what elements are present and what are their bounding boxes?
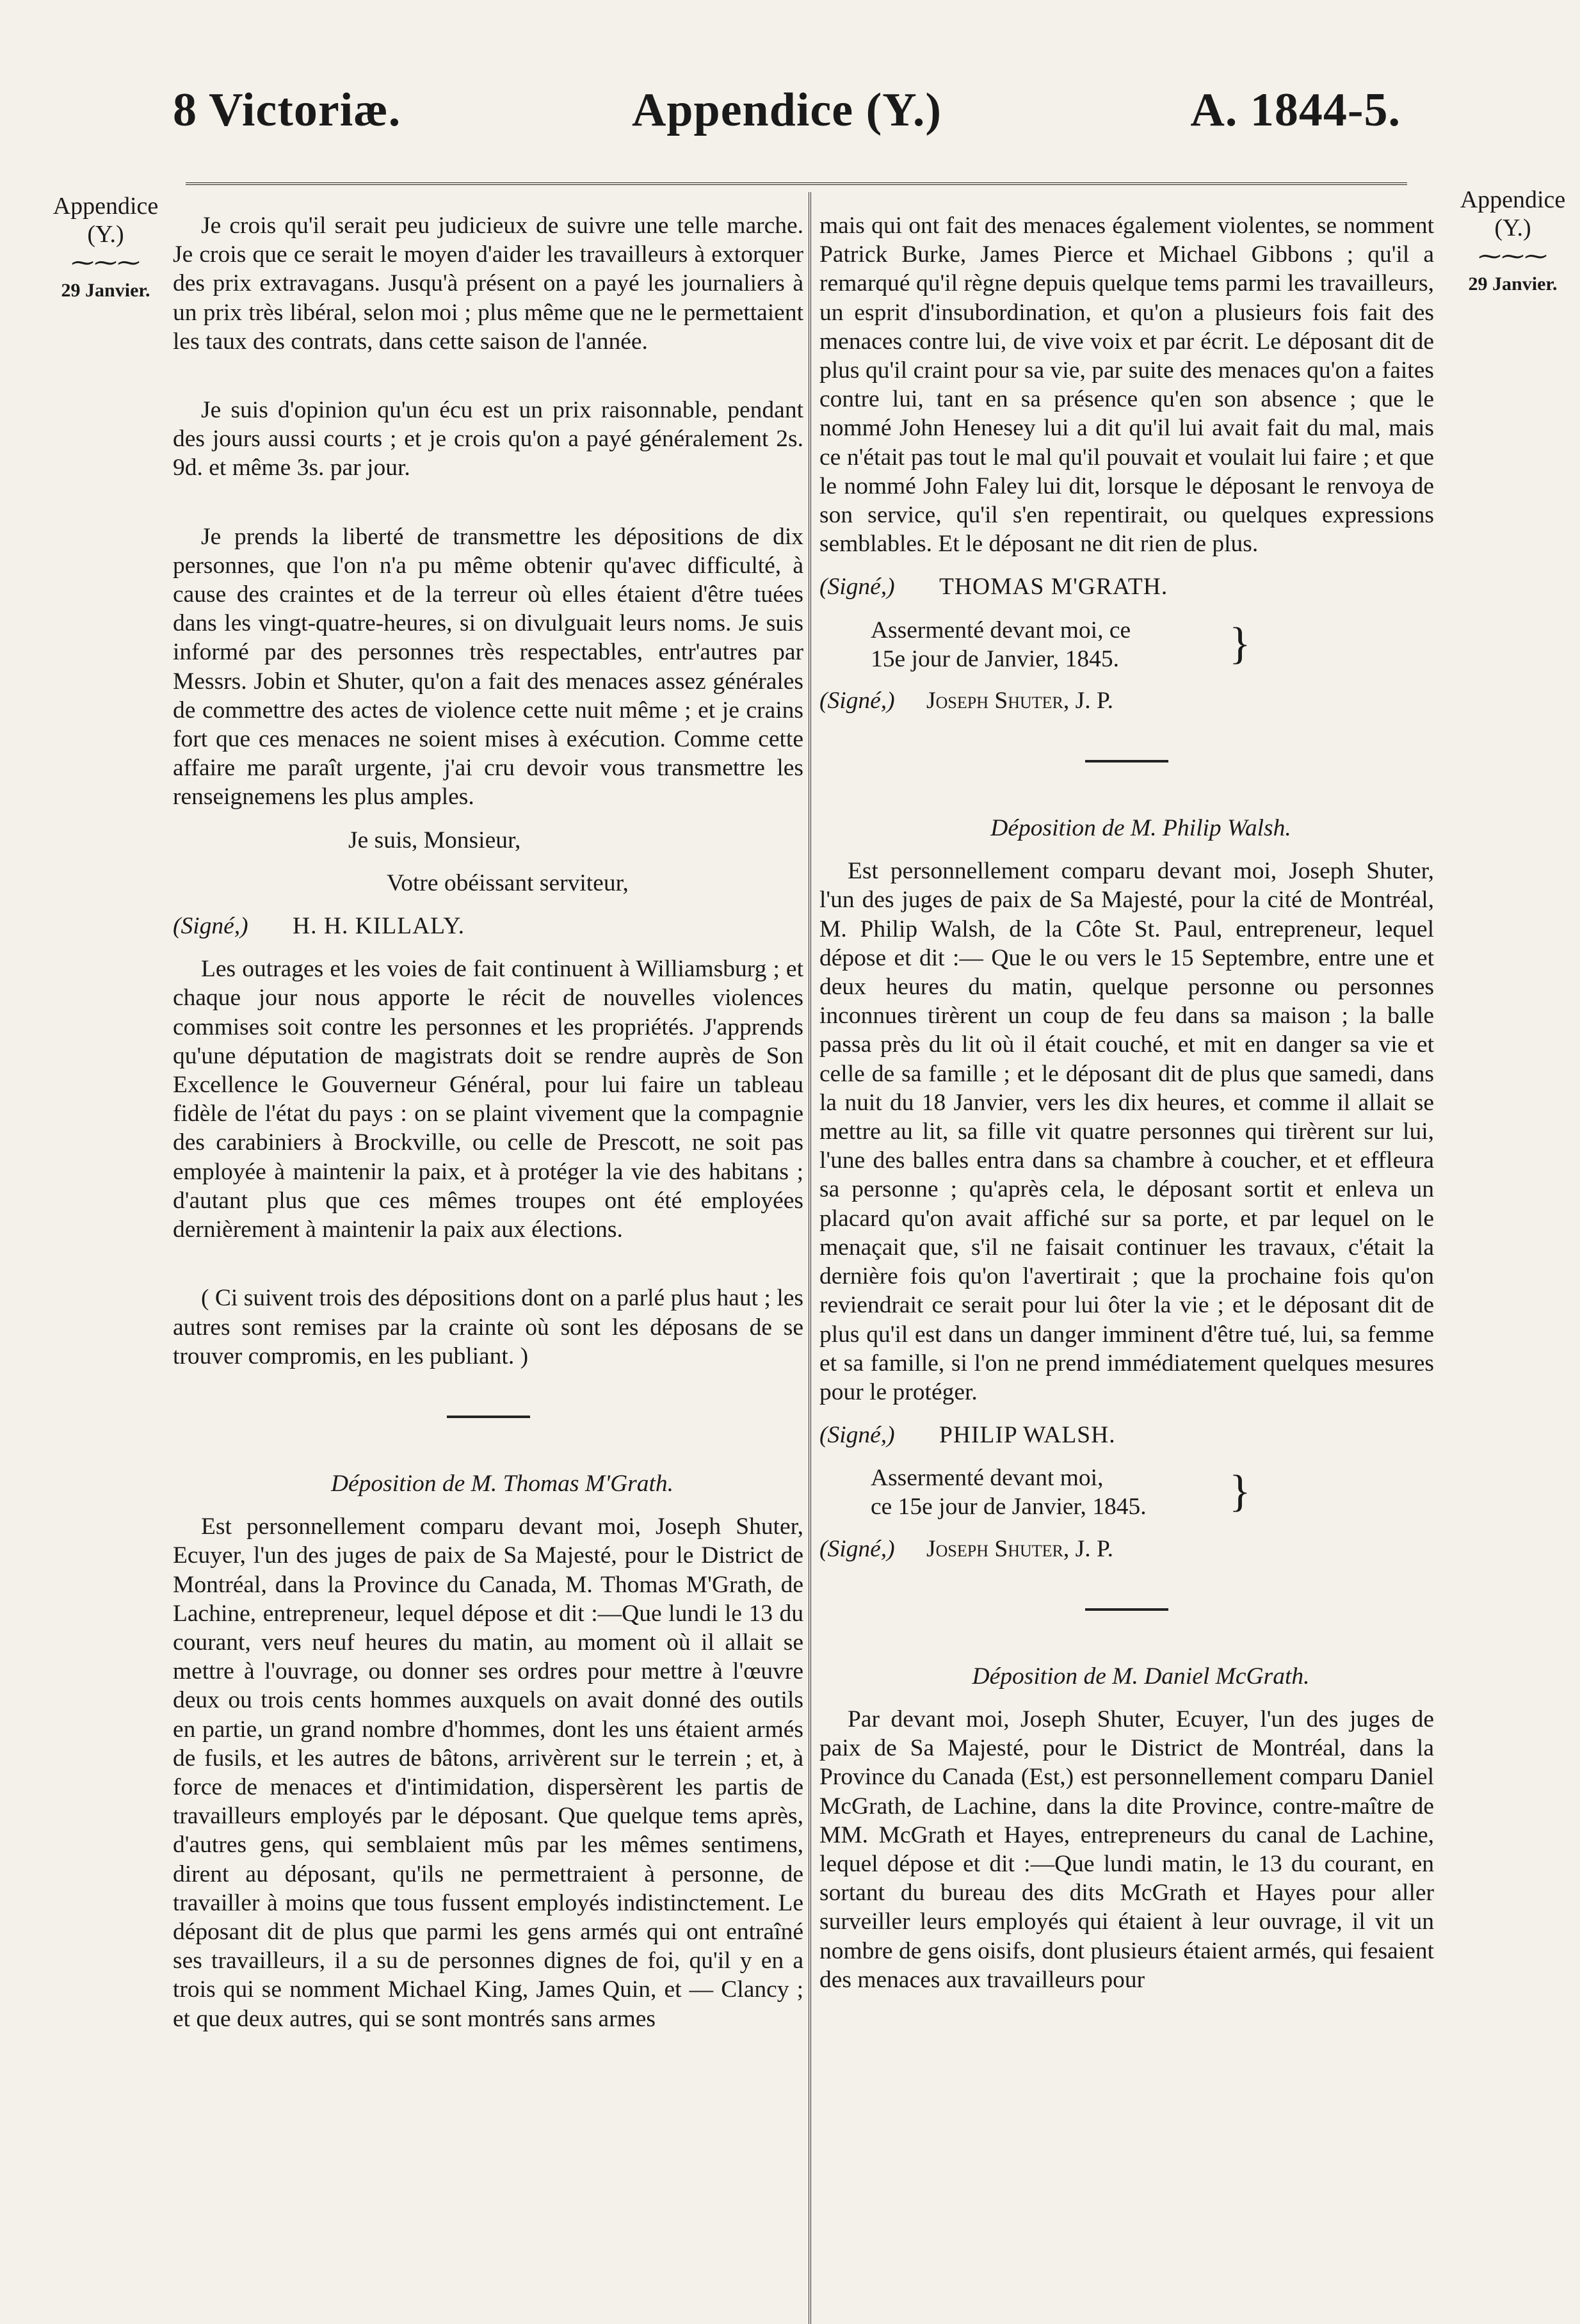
margin-note-appendix: Appendice <box>1460 186 1566 213</box>
signature-line <box>819 686 1434 715</box>
margin-note-letter: (Y.) <box>1494 214 1531 241</box>
sworn-line: 15e jour de Janvier, 1845. <box>871 645 1119 672</box>
paragraph: Je prends la liberté de transmettre les dépositions de dix personnes, que l'on n'a pu même obtenir qu'avec difficulté, à cause des craintes et de la terreur où elles étaient d'être tuées dans les vingt-quatre-heures, si on divulguait leurs noms. Je suis informé par des personnes très respectables, entr'autres par Messrs. Jobin et Shuter, qu'on a fait des menaces assez générales de commettre des actes de violence cette nuit même ; et je crains fort que ces menaces ne soient mises à exécution. Comme cette affaire me paraît urgente, j'ai cru devoir vous transmettre les renseignemens les plus amples. <box>173 523 803 811</box>
signature-name: THOMAS M'GRATH. <box>939 574 1168 601</box>
header-rule <box>186 182 1407 185</box>
header-appendix: Appendice (Y.) <box>631 84 942 136</box>
paragraph: Je crois qu'il serait peu judicieux de suivre une telle marche. Je crois que ce serait le moyen d'aider les travailleurs à extorquer des prix extravagans. Jusqu'à présent on a payé les journaliers à un prix très libéral, selon moi ; plus même que ne le permettaient les taux des contrats, dans cette saison de l'année. <box>173 213 803 355</box>
section-separator <box>1085 760 1168 763</box>
paragraph: Est personnellement comparu devant moi, Joseph Shuter, l'un des juges de paix de Sa Majesté, pour la cité de Montréal, M. Philip Walsh, de la Côte St. Paul, entrepreneur, lequel dépose et dit :— Que le ou vers le 15 Septembre, entre une et deux heures du matin, quelque personne ou personnes inconnues tirèrent un coup de feu dans sa maison ; la balle passa près du lit où il était couché, et mit en danger sa vie et celle de sa famille ; et le déposant dit de plus que samedi, dans la nuit du 18 Janvier, vers les dix heures, et comme il allait se mettre au lit, sa fille vit quatre personnes qui tirèrent sur lui, l'une des balles entra dans sa chambre à coucher, et et effleura sa personne ; qu'après cela, le déposant sortit et enleva un placard qu'on avait affiché sur sa porte, et par lequel on le menaçait que, s'il ne faisait continuer les travaux, c'était la dernière fois qu'on l'avertirait ; que la prochaine fois qu'on reviendrait ce serait pour lui ôter la vie ; et le déposant dit de plus qu'il est dans un danger imminent d'être tué, lui, sa femme et sa famille, si l'on ne prend immédiatement quelques mesures pour le protéger. <box>819 858 1434 1405</box>
margin-note-date: 29 Janvier. <box>61 280 150 301</box>
sworn-statement <box>871 1464 1434 1521</box>
left-column <box>173 211 803 2311</box>
column-divider <box>809 192 811 2324</box>
signature-line <box>819 572 1434 601</box>
signature-name: H. H. KILLALY. <box>293 913 465 940</box>
signature-label: (Signé,) <box>819 574 895 601</box>
paragraph: Les outrages et les voies de fait continuent à Williamsburg ; et chaque jour nous apporte le récit de nouvelles violences commises soit contre les personnes et les propriétés. J'apprends qu'une députation de magistrats doit se rendre auprès de Son Excellence le Gouverneur Général, pour lui faire un tableau fidèle de l'état du pays : on se plaint vivement que la compagnie des carabiniers à Brockville, ou celle de Prescott, ne soit pas employée à maintenir la paix, et à protéger la vie des habitans ; d'autant plus que ces mêmes troupes ont été employées dernièrement à maintenir la paix aux élections. <box>173 956 803 1243</box>
deposition-title: Déposition de M. Philip Walsh. <box>990 815 1291 842</box>
sworn-line: Assermenté devant moi, ce <box>871 617 1131 643</box>
section-separator <box>447 1416 530 1418</box>
sworn-line: ce 15e jour de Janvier, 1845. <box>871 1494 1147 1521</box>
signature-label: (Signé,) <box>819 1535 895 1562</box>
signature-name: PHILIP WALSH. <box>939 1422 1116 1449</box>
margin-note-appendix: Appendice <box>52 193 159 220</box>
margin-note-left <box>38 192 173 305</box>
closing-salutation: Je suis, Monsieur, <box>348 827 521 853</box>
paragraph: Par devant moi, Joseph Shuter, Ecuyer, l'un des juges de paix de Sa Majesté, pour le District de Montréal, dans la Province du Canada (Est,) est personnellement comparu Daniel McGrath, de Lachine, dans la dite Province, contre-maître de MM. McGrath et Hayes, entrepreneurs du canal de Lachine, lequel dépose et dit :—Que lundi matin, le 13 du courant, en sortant du bureau des dits McGrath et Hayes pour aller surveiller leurs employés qui étaient à leur ouvrage, il vit un nombre de gens oisifs, dont plusieurs étaient armés, qui fesaient des menaces aux travailleurs pour <box>819 1706 1434 1993</box>
signature-label: (Signé,) <box>173 913 248 940</box>
signature-line <box>819 1421 1434 1449</box>
flourish-icon: ⁓⁓⁓ <box>1478 243 1547 269</box>
paragraph: Est personnellement comparu devant moi, Joseph Shuter, Ecuyer, l'un des juges de paix de Sa Majesté, pour le District de Montréal, dans la Province du Canada, M. Thomas M'Grath, de Lachine, entrepreneur, lequel dépose et dit :—Que lundi le 13 du courant, vers neuf heures du matin, au moment où il allait se mettre à l'ouvrage, ou donner ses ordres pour mettre à l'œuvre deux ou trois cents hommes auxquels on avait donné des outils en partie, un grand nombre d'hommes, dont les uns étaient armés de fusils, et les autres de bâtons, arrivèrent sur le terrein ; et, à force de menaces et d'intimidation, dispersèrent les partis de travailleurs employés par le déposant. Que quelque tems après, d'autres gens, qui semblaient mûs par les mêmes sentimens, dirent au déposant, qu'ils ne permettraient à personne, de travailler à moins que tous fussent employés indistinctement. Le déposant dit de plus que parmi les gens armés qui ont entraîné ses travailleurs, il a su de personnes dignes de foi, qu'il y en a trois qui se nomment Michael King, James Quin, et — Clancy ; et que deux autres, qui se sont montrés sans armes <box>173 1513 803 2032</box>
section-separator <box>1085 1608 1168 1611</box>
brace-icon: } <box>1229 618 1251 668</box>
deposition-title: Déposition de M. Thomas M'Grath. <box>330 1470 674 1497</box>
sworn-statement <box>871 616 1434 674</box>
deposition-title: Déposition de M. Daniel McGrath. <box>972 1663 1310 1690</box>
paragraph: Je suis d'opinion qu'un écu est un prix raisonnable, pendant des jours aussi courts ; et je crois qu'on a payé généralement 2s. 9d. et même 3s. par jour. <box>173 397 803 481</box>
margin-note-right <box>1452 186 1574 298</box>
signature-line <box>173 912 803 940</box>
paragraph: mais qui ont fait des menaces également violentes, se nomment Patrick Burke, James Pierce et Michael Gibbons ; qu'il a remarqué qu'il règne depuis quelque tems parmi les travailleurs, un esprit d'insubordination, et qu'on a plusieurs fois fait des menaces contre lui, de vive voix et par écrit. Le déposant dit de plus qu'il craint pour sa vie, par suite des menaces qu'on a faites contre lui, tant en sa présence qu'en son absence ; que le nommé John Henesey lui a dit qu'il lui avait fait du mal, mais ce n'était pas tout le mal qu'il pouvait et voulait lui faire ; et que le nommé John Faley lui dit, lorsque le déposant le renvoya de son service, qu'il s'en repentirait, ou quelques expressions semblables. Et le déposant ne dit rien de plus. <box>819 213 1434 558</box>
header-session: 8 Victoriæ. <box>173 84 401 136</box>
signature-label: (Signé,) <box>819 1422 895 1449</box>
flourish-icon: ⁓⁓⁓ <box>71 250 140 275</box>
closing-servant: Votre obéissant serviteur, <box>387 869 629 896</box>
brace-icon: } <box>1229 1467 1251 1517</box>
header-year: A. 1844-5. <box>1190 84 1401 136</box>
signature-name: Joseph Shuter, J. P. <box>926 1535 1114 1562</box>
page-header <box>173 83 1401 160</box>
signature-name: Joseph Shuter, J. P. <box>926 687 1114 714</box>
paragraph: ( Ci suivent trois des dépositions dont on a parlé plus haut ; les autres sont remises par la crainte où sont les déposans de se trouver compromis, en les publiant. ) <box>173 1285 803 1369</box>
signature-label: (Signé,) <box>819 687 895 714</box>
right-column <box>819 211 1434 2311</box>
margin-note-letter: (Y.) <box>87 221 124 248</box>
sworn-line: Assermenté devant moi, <box>871 1465 1104 1492</box>
signature-line <box>819 1535 1434 1563</box>
margin-note-date: 29 Janvier. <box>1468 273 1558 295</box>
